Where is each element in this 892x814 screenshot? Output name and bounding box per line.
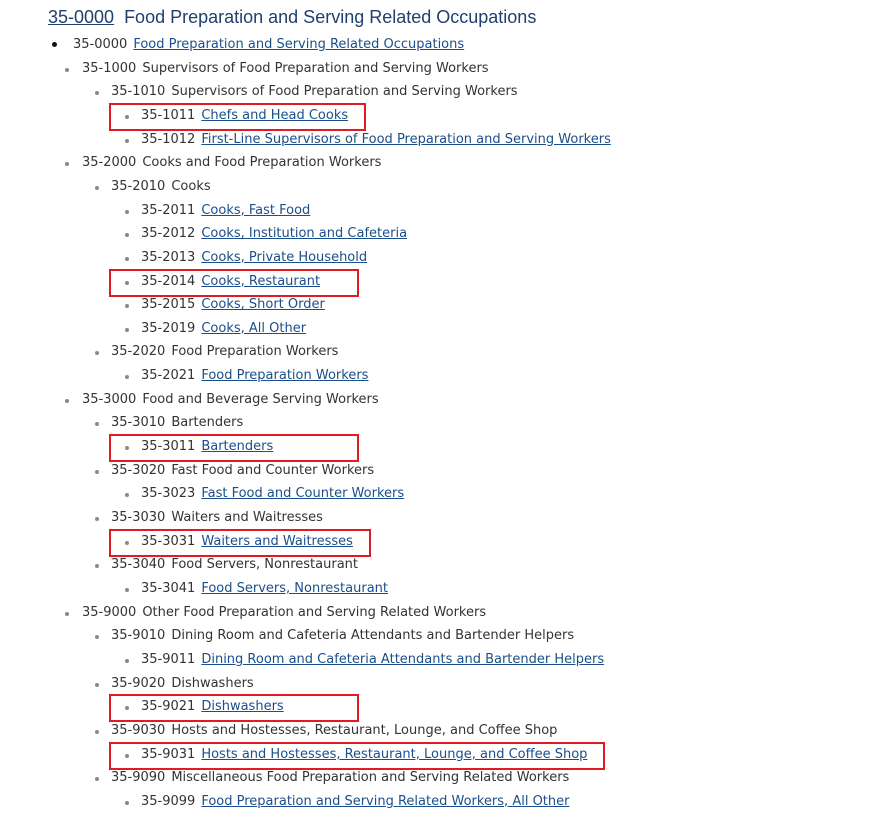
bullet-icon xyxy=(125,801,129,805)
group-title: Dishwashers xyxy=(171,675,254,691)
occupation-link[interactable]: Cooks, Private Household xyxy=(201,249,368,265)
bullet-icon xyxy=(125,541,129,545)
tree-group-row xyxy=(0,81,892,103)
occupation-link[interactable]: Food Preparation and Serving Related Workers, All Other xyxy=(201,793,570,809)
bullet-icon xyxy=(125,375,129,379)
tree-group-row xyxy=(0,460,892,482)
bullet-icon xyxy=(95,683,99,687)
tree-item-content xyxy=(111,341,338,363)
soc-code: 35-2019 xyxy=(141,320,196,336)
soc-code: 35-3010 xyxy=(111,415,166,431)
tree-item-link-row xyxy=(0,34,892,56)
tree-item-content xyxy=(141,696,284,718)
tree-item-link-row xyxy=(0,649,892,671)
group-title: Cooks and Food Preparation Workers xyxy=(142,155,382,171)
group-title: Food and Beverage Serving Workers xyxy=(142,391,379,407)
soc-code: 35-2012 xyxy=(141,226,196,242)
tree-item-content xyxy=(111,81,518,103)
bullet-icon xyxy=(125,754,129,758)
bullet-icon xyxy=(125,304,129,308)
bullet-icon xyxy=(95,777,99,781)
bullet-icon xyxy=(125,281,129,285)
occupation-link[interactable]: Chefs and Head Cooks xyxy=(201,107,349,123)
tree-item-link-row xyxy=(0,105,892,127)
soc-code: 35-3040 xyxy=(111,557,166,573)
soc-code: 35-2015 xyxy=(141,297,196,313)
tree-item-link-row xyxy=(0,791,892,813)
tree-group-row xyxy=(0,152,892,174)
group-title: Supervisors of Food Preparation and Serving Workers xyxy=(171,84,518,100)
occupation-link[interactable]: Food Preparation Workers xyxy=(201,368,369,384)
occupation-link[interactable]: Cooks, All Other xyxy=(201,320,307,336)
tree-item-content xyxy=(141,791,569,813)
bullet-icon xyxy=(125,446,129,450)
bullet-icon xyxy=(65,68,69,72)
tree-item-link-row xyxy=(0,271,892,293)
tree-group-row xyxy=(0,673,892,695)
occupation-link[interactable]: Waiters and Waitresses xyxy=(201,533,353,549)
page-title-code-link[interactable]: 35-0000 xyxy=(48,7,115,27)
tree-item-content xyxy=(141,531,353,553)
page-title xyxy=(48,7,536,28)
bullet-icon xyxy=(125,139,129,143)
tree-item-link-row xyxy=(0,129,892,151)
bullet-icon xyxy=(95,635,99,639)
tree-item-content xyxy=(82,152,381,174)
soc-code: 35-2013 xyxy=(141,249,196,265)
occupation-link[interactable]: Cooks, Restaurant xyxy=(201,273,321,289)
bullet-icon xyxy=(125,588,129,592)
tree-group-row xyxy=(0,58,892,80)
tree-item-link-row xyxy=(0,247,892,269)
soc-code: 35-3000 xyxy=(82,391,137,407)
tree-item-link-row xyxy=(0,365,892,387)
occupation-link[interactable]: Dining Room and Cafeteria Attendants and Bartender Helpers xyxy=(201,651,605,667)
soc-code: 35-2021 xyxy=(141,368,196,384)
soc-code: 35-9020 xyxy=(111,675,166,691)
tree-item-content xyxy=(141,247,367,269)
tree-item-link-row xyxy=(0,318,892,340)
tree-group-row xyxy=(0,720,892,742)
occupation-link[interactable]: Food Servers, Nonrestaurant xyxy=(201,580,388,596)
tree-group-row xyxy=(0,602,892,624)
tree-group-row xyxy=(0,341,892,363)
tree-item-link-row xyxy=(0,200,892,222)
bullet-icon xyxy=(65,162,69,166)
bullet-icon xyxy=(125,493,129,497)
tree-item-content xyxy=(111,507,323,529)
tree-item-content xyxy=(141,365,368,387)
bullet-icon xyxy=(125,659,129,663)
occupation-link[interactable]: Bartenders xyxy=(201,439,274,455)
tree-group-row xyxy=(0,767,892,789)
tree-group-row xyxy=(0,389,892,411)
tree-item-content xyxy=(141,318,306,340)
tree-item-link-row xyxy=(0,223,892,245)
bullet-icon xyxy=(125,257,129,261)
soc-code: 35-1012 xyxy=(141,131,196,147)
tree-item-content xyxy=(141,744,587,766)
tree-item-content xyxy=(141,483,404,505)
soc-code: 35-3031 xyxy=(141,533,196,549)
occupation-link[interactable]: Cooks, Short Order xyxy=(201,297,325,313)
tree-item-content xyxy=(141,436,273,458)
bullet-icon xyxy=(95,470,99,474)
bullet-icon xyxy=(65,612,69,616)
group-title: Hosts and Hostesses, Restaurant, Lounge, and Coffee Shop xyxy=(171,722,558,738)
tree-item-link-row xyxy=(0,578,892,600)
occupation-link[interactable]: Cooks, Institution and Cafeteria xyxy=(201,226,408,242)
soc-code: 35-2020 xyxy=(111,344,166,360)
tree-item-content xyxy=(141,578,388,600)
tree-item-link-row xyxy=(0,294,892,316)
bullet-icon xyxy=(95,564,99,568)
soc-code: 35-2010 xyxy=(111,178,166,194)
bullet-icon xyxy=(125,328,129,332)
bullet-icon xyxy=(65,399,69,403)
tree-group-row xyxy=(0,554,892,576)
tree-item-content xyxy=(111,720,557,742)
tree-item-link-row xyxy=(0,436,892,458)
group-title: Dining Room and Cafeteria Attendants and Bartender Helpers xyxy=(171,628,575,644)
tree-item-content xyxy=(111,554,358,576)
tree-item-content xyxy=(141,294,325,316)
bullet-icon xyxy=(125,210,129,214)
tree-group-row xyxy=(0,507,892,529)
soc-code: 35-0000 xyxy=(73,37,128,52)
occupation-link[interactable]: First-Line Supervisors of Food Preparation and Serving Workers xyxy=(201,131,611,147)
tree-item-content xyxy=(141,105,348,127)
soc-code: 35-9030 xyxy=(111,722,166,738)
tree-item-link-row xyxy=(0,744,892,766)
bullet-icon xyxy=(125,233,129,237)
soc-code: 35-1011 xyxy=(141,107,196,123)
tree-item-content xyxy=(141,223,407,245)
page-title-text: Food Preparation and Serving Related Occupations xyxy=(124,7,537,27)
bullet-icon xyxy=(95,517,99,521)
bullet-icon xyxy=(125,706,129,710)
bullet-icon xyxy=(95,186,99,190)
tree-item-content xyxy=(82,389,379,411)
tree-item-content xyxy=(73,34,464,56)
tree-group-row xyxy=(0,176,892,198)
group-title: Bartenders xyxy=(171,415,244,431)
tree-item-link-row xyxy=(0,696,892,718)
soc-code: 35-2014 xyxy=(141,273,196,289)
group-title: Other Food Preparation and Serving Related Workers xyxy=(142,604,487,620)
tree-item-content xyxy=(141,649,604,671)
tree-item-link-row xyxy=(0,531,892,553)
soc-code: 35-9021 xyxy=(141,699,196,715)
soc-code: 35-9000 xyxy=(82,604,137,620)
occupation-link[interactable]: Cooks, Fast Food xyxy=(201,202,311,218)
bullet-icon xyxy=(95,91,99,95)
bullet-icon xyxy=(95,422,99,426)
tree-item-content xyxy=(141,271,320,293)
occupation-link[interactable]: Dishwashers xyxy=(201,699,284,715)
tree-item-content xyxy=(111,767,569,789)
group-title: Cooks xyxy=(171,178,211,194)
soc-code: 35-2011 xyxy=(141,202,196,218)
occupation-link[interactable]: Hosts and Hostesses, Restaurant, Lounge, and Coffee Shop xyxy=(201,746,588,762)
soc-code: 35-3041 xyxy=(141,580,196,596)
group-title: Fast Food and Counter Workers xyxy=(171,462,375,478)
tree-item-content xyxy=(111,460,374,482)
bullet-icon xyxy=(95,351,99,355)
tree-item-content xyxy=(141,200,310,222)
bullet-icon xyxy=(125,115,129,119)
tree-item-content xyxy=(82,58,489,80)
group-title: Food Preparation Workers xyxy=(171,344,339,360)
tree-item-content xyxy=(111,673,254,695)
tree-group-row xyxy=(0,412,892,434)
soc-code: 35-9011 xyxy=(141,651,196,667)
tree-group-row xyxy=(0,625,892,647)
soc-code: 35-3030 xyxy=(111,510,166,525)
occupation-link[interactable]: Fast Food and Counter Workers xyxy=(201,486,405,502)
occupation-link[interactable]: Food Preparation and Serving Related Occupations xyxy=(133,37,465,52)
bullet-icon xyxy=(52,42,57,47)
tree-item-content xyxy=(111,625,574,647)
soc-code: 35-3011 xyxy=(141,439,196,455)
soc-code: 35-3020 xyxy=(111,462,166,478)
group-title: Food Servers, Nonrestaurant xyxy=(171,557,358,573)
group-title: Miscellaneous Food Preparation and Serving Related Workers xyxy=(171,770,570,786)
tree-item-content xyxy=(111,412,243,434)
soc-code: 35-9090 xyxy=(111,770,166,786)
soc-code: 35-3023 xyxy=(141,486,196,502)
tree-item-content xyxy=(111,176,211,198)
soc-code: 35-1000 xyxy=(82,60,137,76)
soc-code: 35-9099 xyxy=(141,793,196,809)
tree-item-content xyxy=(141,129,611,151)
soc-code: 35-2000 xyxy=(82,155,137,171)
bullet-icon xyxy=(95,730,99,734)
group-title: Waiters and Waitresses xyxy=(171,510,323,525)
soc-code: 35-9010 xyxy=(111,628,166,644)
group-title: Supervisors of Food Preparation and Serving Workers xyxy=(142,60,489,76)
soc-code: 35-1010 xyxy=(111,84,166,100)
tree-item-link-row xyxy=(0,483,892,505)
tree-item-content xyxy=(82,602,486,624)
soc-code: 35-9031 xyxy=(141,746,196,762)
